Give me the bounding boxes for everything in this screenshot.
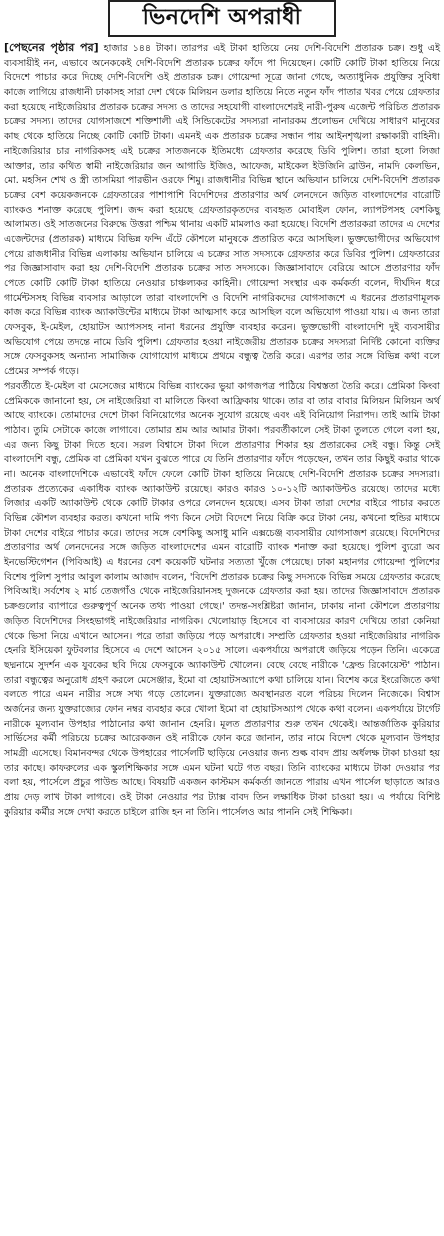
- paragraph-1-text: হাজার ১৪৪ টাকা। তারপর এই টাকা হাতিয়ে নেয় দেশি-বিদেশি প্রতারক চক্র। শুধু এই ব্যবসায়ীই নন, এভাবে অনেককেই দেশি-বিদেশি প্রতারক চক্রের ফাঁদে পা দিয়েছেন। কোটি কোটি টাকা হাতিয়ে নিয়ে বিদেশে পাচার করে দিচ্ছে দেশি-বিদেশি ওই প্রতারক চক্র। গোয়েন্দা সূত্রে জানা গেছে, অত্যাধুনিক প্রযুক্তির সুবিধা কাজে লাগিয়ে রাজধানী ঢাকাসহ সারা দেশ থেকে মিলিয়ন ডলার হাতিয়ে নিতে নতুন ফাঁদ পাতার খবর পেয়ে গ্রেফতার করা হয়েছে নাইজেরিয়ার প্রতারক চক্রের সদস্য ও তাদের সহযোগী বাংলাদেশেরই নারী-পুরুষ এজেন্ট পরিচিত প্রতারক চক্রের সদস্য। তাদের যোগসাজশে শক্তিশালী এই সিন্ডিকেটের সদস্যরা নানারকম প্রলোভন দেখিয়ে সাধারণ মানুষের কাছ থেকে হাতিয়ে নিচ্ছে কোটি কোটি টাকা। এমনই এক প্রতারক চক্রের সন্ধান পায় আইনশৃঙ্খলা রক্ষাকারী বাহিনী। নাইজেরিয়ার চার নাগরিকসহ এই চক্রের সাতজনকে ইতিমধ্যে গ্রেফতার করেছে ডিবি পুলিশ। তারা হলো লিজা আক্তার, তার কথিত স্বামী নাইজেরিয়ার জন আগাডি ইজিও, আফেজ, মাইকেল ইউজিনি ব্রাউন, নামদি কেলভিন, মো. মহসিন শেখ ও স্ত্রী তাসমিয়া পারভীন ওরফে শিমু। রাজধানীর বিভিন্ন স্থানে অভিযান চালিয়ে দেশি-বিদেশি প্রতারক চক্রের বেশ কয়েকজনকে গ্রেফতারের পাশাপাশি বিদেশিদের প্রতারণার অর্থ লেনদেনে জড়িত বাংলাদেশের বারোটি ব্যাংকও শনাক্ত করেছে পুলিশ। জব্দ করা হয়েছে গ্রেফতারকৃতদের ব্যবহৃত মোবাইল ফোন, ল্যাপটপসহ বেশকিছু আলামত। ওই সাতজনের বিরুদ্ধে উত্তরা পশ্চিম থানায় একটি মামলাও করা হয়েছে। বিদেশি প্রতারকরা তাদের এ দেশের এজেন্টদের (প্রতারক) মাধ্যমে বিভিন্ন ফন্দি এঁটে কৌশলে মানুষকে প্রতারিত করে আসছিল। ভুক্তভোগীদের অভিযোগ পেয়ে রাজধানীর বিভিন্ন এলাকায় অভিযান চালিয়ে এ চক্রের সাত সদস্যকে গ্রেফতার করে ডিবির পুলিশ। গ্রেফতারের পর জিজ্ঞাসাবাদ করা হয় দেশি-বিদেশি প্রতারক চক্রের সাত সদস্যকে। জিজ্ঞাসাবাদে বেরিয়ে আসে প্রতারণার ফাঁদ পেতে কোটি কোটি টাকা হাতিয়ে নেওয়ার চাঞ্চল্যকর কাহিনী। গোয়েন্দা সংস্থার এক কর্মকর্তা বলেন, দীর্ঘদিন ধরে গার্মেন্টসসহ বিভিন্ন ব্যবসার আড়ালে তারা বাংলাদেশি ও বিদেশি নাগরিকদের যোগসাজশে এ ধরনের প্রতারণামূলক কাজ করে বিভিন্ন ব্যাংক অ্যাকাউন্টের মাধ্যমে টাকা আত্মসাৎ করে আসছিল বলে অভিযোগ পাওয়া যায়। এ জন্য তারা ফেসবুক, ই-মেইল, হোয়াটস অ্যাপসসহ নানা ধরনের প্রযুক্তি ব্যবহার করেন। ভুক্তভোগী বাংলাদেশি দুই ব্যবসায়ীর অভিযোগ পেয়ে তদন্তে নামে ডিবি পুলিশ। গ্রেফতার হওয়া নাইজেরীয় প্রতারক চক্রের সদস্যরা নির্দিষ্ট কোনো ব্যক্তির সঙ্গে ফেসবুকসহ অন্যান্য সামাজিক যোগাযোগ মাধ্যমে প্রথমে বন্ধুত্ব তৈরি করে। এরপর তার সঙ্গে বিভিন্ন কথা বলে প্রেমের সম্পর্ক গড়ে।: [4, 43, 440, 378]
- headline-box: [108, 0, 336, 37]
- continuation-label: [পেছনের পৃষ্ঠার পর]: [4, 41, 99, 54]
- article-body: [4, 41, 440, 820]
- paragraph-2: পরবর্তীতে ই-মেইল বা মেসেজের মাধ্যমে বিভিন্ন ব্যাংকের ভুয়া কাগজপত্র পাঠিয়ে বিশ্বস্ততা তৈরি করে। প্রেমিকা কিংবা প্রেমিককে জানানো হয়, সে নাইজেরিয়া বা মালিতে কিংবা আফ্রিকায় থাকে। তার বা তার বাবার মিলিয়ন মিলিয়ন অর্থ আছে ব্যাংকে। তোমাদের দেশে টাকা বিনিয়োগের অনেক সুযোগ রয়েছে এবং এই বিনিয়োগ নিরাপদ। তাই আমি টাকা পাঠাব। তুমি সেটাকে কাজে লাগাবে। তোমার শ্রম আর আমার টাকা। পরবর্তীকালে সেই টাকা তুলতে গেলে বলা হয়, এর জন্য কিছু টাকা দিতে হবে। সরল বিশ্বাসে টাকা দিলে প্রতারণার শিকার হয় প্রতারকের সেই বন্ধু। কিন্তু সেই বাংলাদেশি বন্ধু, প্রেমিক বা প্রেমিকা যখন বুঝতে পারে যে তিনি প্রতারণার ফাঁদে পড়েছেন, তখন তার কিছুই করার থাকে না। অনেক বাংলাদেশিকে এভাবেই ফাঁদে ফেলে কোটি টাকা হাতিয়ে নিয়েছে দেশি-বিদেশি প্রতারক চক্রের সদস্যরা। প্রতারক প্রত্যেকের একাধিক ব্যাংক অ্যাকাউন্ট রয়েছে। কারও কারও ১০-১২টি অ্যাকাউন্টও রয়েছে। তাদের মধ্যে লিজার একটি অ্যাকাউন্ট থেকে কোটি টাকার ওপরে লেনদেন হয়েছে। এসব টাকা তারা দেশের বাইরে পাচার করতে বিভিন্ন কৌশল ব্যবহার করত। কখনো দামি পণ্য কিনে সেটা বিদেশে নিয়ে বিক্রি করে টাকা নেয়, কখনো হুন্ডির মাধ্যমে টাকা দেশের বাইরে পাচার করে। তাদের সঙ্গে বেশকিছু অসাধু মানি এক্সচেঞ্জ ব্যবসায়ীর যোগসাজশ রয়েছে। বিদেশিদের প্রতারণার অর্থ লেনদেনের সঙ্গে জড়িত বাংলাদেশের এমন বারোটি ব্যাংক শনাক্ত করা হয়েছে। পুলিশ ব্যুরো অব ইনভেস্টিগেশন (পিবিআই) এ ধরনের বেশ কয়েকটি ঘটনার সত্যতা খুঁজে পেয়েছে। ঢাকা মহানগর গোয়েন্দা পুলিশের বিশেষ পুলিশ সুপার আবুল কালাম আজাদ বলেন, 'বিদেশি প্রতারক চক্রের কিছু সদস্যকে বিভিন্ন সময়ে গ্রেফতার করেছে পিবিআই। সর্বশেষ ২ মার্চ তেজগাঁও থেকে নাইজেরিয়ানসহ দুজনকে গ্রেফতার করা হয়। তাদের জিজ্ঞাসাবাদে প্রতারক চক্রগুলোর ব্যাপারে গুরুত্বপূর্ণ অনেক তথ্য পাওয়া গেছে।' তদন্ত-সংশ্লিষ্টরা জানান, ঢাকায় নানা কৌশলে প্রতারণায় জড়িত বিদেশিদের সিংহভাগই নাইজেরিয়ার নাগরিক। খেলোয়াড় হিসেবে বা ব্যবসায়ের কারণ দেখিয়ে তারা কেনিয়া থেকে ভিসা নিয়ে এখানে আসেন। পরে তারা জড়িয়ে পড়ে অপরাধে। সম্প্রতি গ্রেফতার হওয়া নাইজেরিয়ার নাগরিক হেনরি ইসিয়েকা ফুটবলার হিসেবে এ দেশে আসেন ২০১৫ সালে। একপর্যায়ে অপরাধে জড়িয়ে পড়েন তিনি। একেত্রে ছদ্মনামে সুদর্শন এক যুবকের ছবি দিয়ে ফেসবুকে অ্যাকাউন্ট খোলেন। বেছে বেছে নারীকে 'ফ্রেন্ড রিকোয়েস্ট' পাঠান। তারা বন্ধুত্বের অনুরোধ গ্রহণ করলে মেসেঞ্জার, ইমো বা হোয়াটসঅ্যাপে কথা চালিয়ে যান। বিশেষ করে ইংরেজিতে কথা বলতে পারে এমন নারীর সঙ্গে সখ্য গড়ে তোলেন। যুক্তরাজ্যে অবস্থানরত বলে পরিচয় দিলেন নিজেকে। বিশ্বাস অর্জনের জন্য যুক্তরাজ্যের ফোন নম্বর ব্যবহার করে খোলা ইমো বা হোয়াটসঅ্যাপ থেকে কথা বলেন। একপর্যায়ে টার্গেট নারীকে মূল্যবান উপহার পাঠানোর কথা জানান হেনরি। মূলত প্রতারণার শুরু তখন থেকেই। আন্তর্জাতিক কুরিয়ার সার্ভিসের কর্মী পরিচয়ে চক্রের আরেকজন ওই নারীকে ফোন করে জানান, তার নামে বিদেশ থেকে মূল্যবান উপহার সামগ্রী এসেছে। বিমানবন্দর থেকে উপহারের পার্সেলটি ছাড়িয়ে নেওয়ার জন্য শুল্ক বাবদ প্রায় অর্ধলক্ষ টাকা চাওয়া হয় তার কাছে। কাফরুলের এক স্কুলশিক্ষিকার সঙ্গে এমন ঘটনা ঘটে গত বছর। তিনি ব্যাংকের মাধ্যমে টাকা দেওয়ার পর বলা হয়, পার্সেলে প্রচুর পাউন্ড আছে। বিষয়টি একজন কাস্টমস কর্মকর্তা জানতে পারায় এখন পার্সেল ছাড়াতে আরও প্রায় দেড় লাখ টাকা লাগবে। ওই টাকা নেওয়ার পর ট্যাক্স বাবদ তিন লক্ষাধিক টাকা চাওয়া হয়। এ পর্যায়ে বিশিষ্ট কুরিয়ার কর্মীর সঙ্গে দেখা করতে চাইলে রাজি হন না তিনি। পার্সেলও আর পাননি সেই শিক্ষিকা।: [4, 380, 440, 818]
- headline: ভিনদেশি অপরাধী: [142, 5, 302, 30]
- paragraph-1: [4, 41, 440, 380]
